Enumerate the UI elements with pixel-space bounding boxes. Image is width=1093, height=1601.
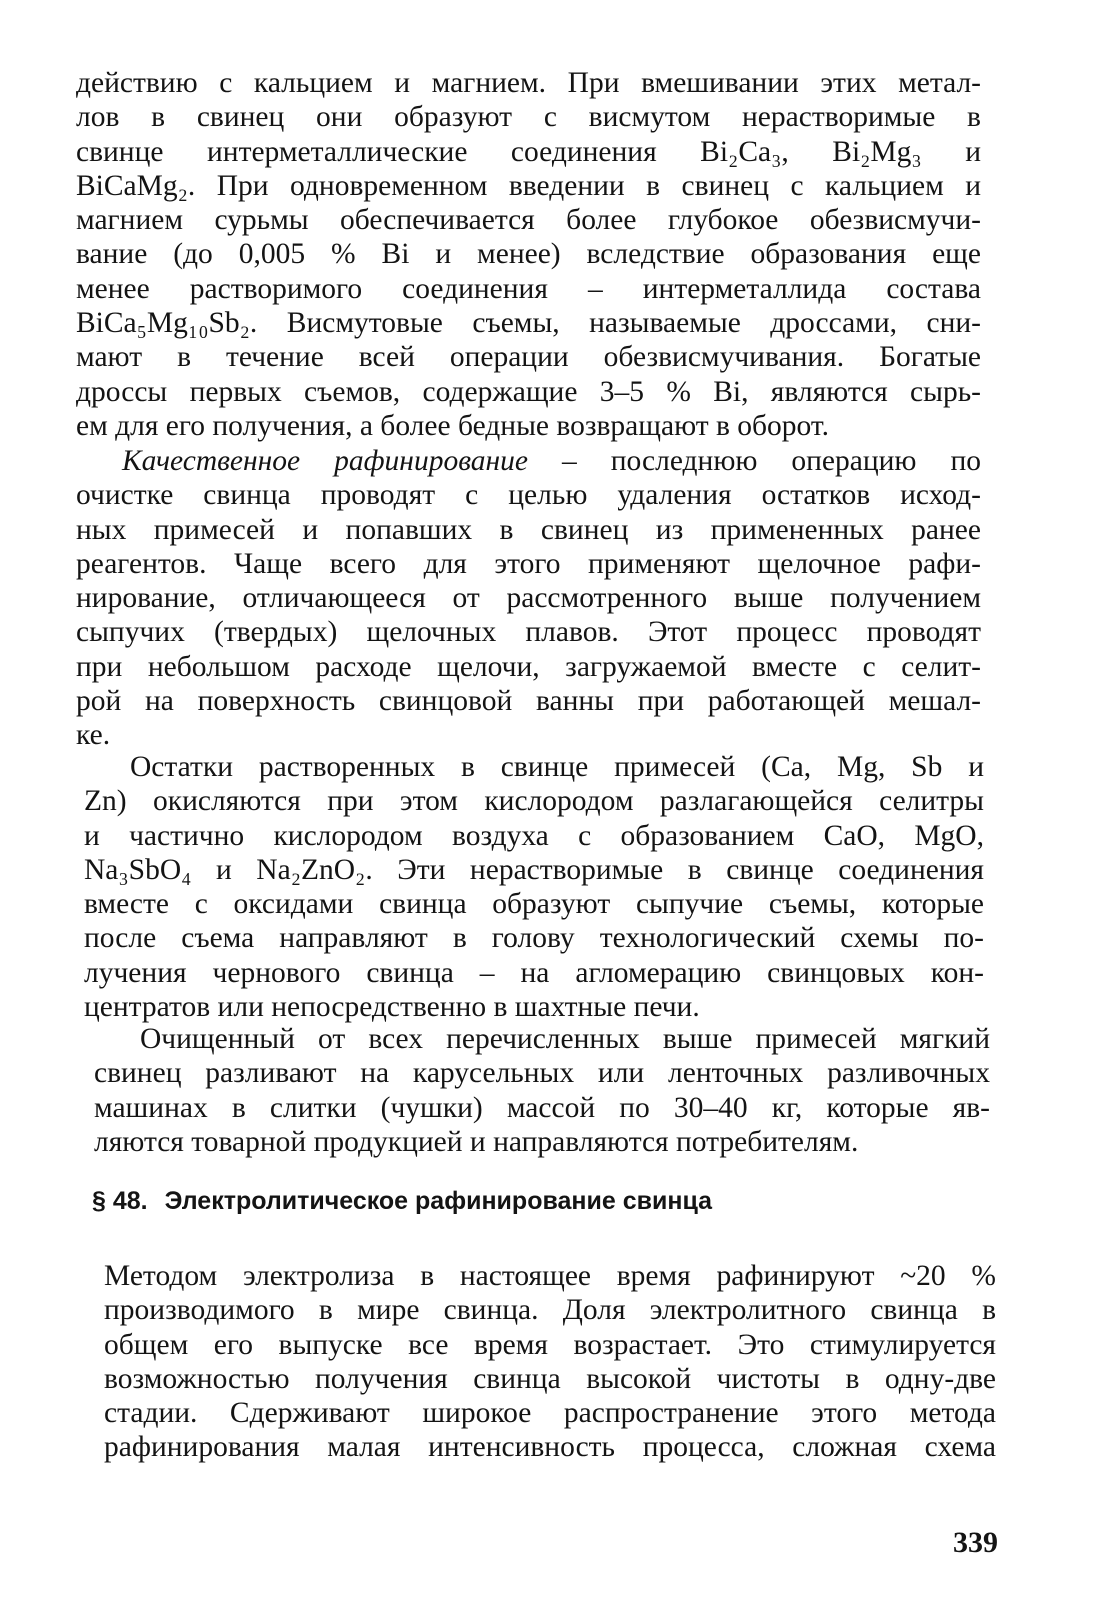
text-line: дроссы первых съемов, содержащие 3–5 % Bi, являются сырь- bbox=[76, 375, 981, 408]
italic-term: Качественное рафинирование bbox=[122, 445, 529, 477]
text-line: свинец разливают на карусельных или ленточных разливочных bbox=[94, 1057, 990, 1090]
text-line bbox=[76, 444, 981, 478]
text-line: ных примесей и попавших в свинец из примененных ранее bbox=[76, 513, 981, 546]
text-line: Очищенный от всех перечисленных выше примесей мягкий bbox=[140, 1023, 990, 1055]
text-line: вместе с оксидами свинца образуют сыпучие съемы, которые bbox=[84, 888, 984, 921]
text-line: машинах в слитки (чушки) массой по 30–40 кг, которые яв- bbox=[94, 1091, 990, 1124]
text-line: свинце интерметаллические соединения Bi₂Ca₃, Bi₂Mg₃ и bbox=[76, 135, 981, 168]
text-line: стадии. Сдерживают широкое распространение этого метода bbox=[104, 1397, 996, 1430]
text-line: центратов или непосредственно в шахтные печи. bbox=[84, 991, 700, 1024]
section-heading bbox=[92, 1185, 712, 1217]
text-line: нирование, отличающееся от рассмотренного выше получением bbox=[76, 582, 981, 615]
text-line: лов в свинец они образуют с висмутом нерастворимые в bbox=[76, 101, 981, 134]
text-fragment: – последнюю операцию по bbox=[528, 445, 981, 477]
section-symbol: § bbox=[92, 1187, 106, 1215]
text-line: BiCaMg₂. При одновременном введении в свинец с кальцием и bbox=[76, 169, 981, 202]
text-line: Методом электролиза в настоящее время рафинируют ~20 % bbox=[104, 1260, 996, 1292]
text-line: производимого в мире свинца. Доля электролитного свинца в bbox=[104, 1294, 996, 1327]
section-title: Электролитическое рафинирование свинца bbox=[164, 1187, 713, 1215]
text-line: ляются товарной продукцией и направляются потребителям. bbox=[94, 1125, 859, 1158]
text-line: Zn) окисляются при этом кислородом разлагающейся селитры bbox=[84, 785, 984, 818]
paragraph-electrolytic-intro bbox=[104, 1259, 996, 1465]
text-line: возможностью получения свинца высокой чистоты в одну-две bbox=[104, 1362, 996, 1395]
text-line: рафинирования малая интенсивность процесса, сложная схема bbox=[104, 1431, 996, 1464]
text-line: очистке свинца проводят с целью удаления остатков исход- bbox=[76, 479, 981, 512]
paragraph-casting bbox=[94, 1022, 990, 1159]
page-number: 339 bbox=[953, 1526, 998, 1559]
text-line: мают в течение всей операции обезвисмучивания. Богатые bbox=[76, 341, 981, 374]
text-line: ем для его получения, а более бедные возвращают в оборот. bbox=[76, 409, 829, 442]
text-line: общем его выпуске все время возрастает. Это стимулируется bbox=[104, 1328, 996, 1361]
text-line: действию с кальцием и магнием. При вмешивании этих метал- bbox=[76, 67, 981, 99]
text-line: рой на поверхность свинцовой ванны при работающей мешал- bbox=[76, 685, 981, 718]
text-line: магнием сурьмы обеспечивается более глубокое обезвисмучи- bbox=[76, 204, 981, 237]
text-line: вание (до 0,005 % Bi и менее) вследствие образования еще bbox=[76, 238, 981, 271]
text-line: при небольшом расходе щелочи, загружаемой вместе с селит- bbox=[76, 650, 981, 683]
paragraph-residual-impurities bbox=[84, 750, 984, 1024]
text-line: ке. bbox=[76, 719, 111, 752]
text-line: менее растворимого соединения – интерметаллида состава bbox=[76, 272, 981, 305]
text-line: лучения чернового свинца – на агломерацию свинцовых кон- bbox=[84, 956, 984, 989]
text-line: после съема направляют в голову технологический схемы по- bbox=[84, 922, 984, 955]
paragraph-debismuthizing bbox=[76, 66, 981, 443]
text-line: и частично кислородом воздуха с образованием CaO, MgO, bbox=[84, 819, 984, 852]
text-line: реагентов. Чаще всего для этого применяют щелочное рафи- bbox=[76, 547, 981, 580]
text-line: Остатки растворенных в свинце примесей (Ca, Mg, Sb и bbox=[130, 751, 984, 783]
text-line: Na₃SbO₄ и Na₂ZnO₂. Эти нерастворимые в свинце соединения bbox=[84, 853, 984, 886]
paragraph-quality-refining bbox=[76, 444, 981, 753]
text-line: BiCa₅Mg₁₀Sb₂. Висмутовые съемы, называемые дроссами, сни- bbox=[76, 307, 981, 340]
text-line: сыпучих (твердых) щелочных плавов. Этот процесс проводят bbox=[76, 616, 981, 649]
section-number: 48. bbox=[112, 1187, 148, 1215]
